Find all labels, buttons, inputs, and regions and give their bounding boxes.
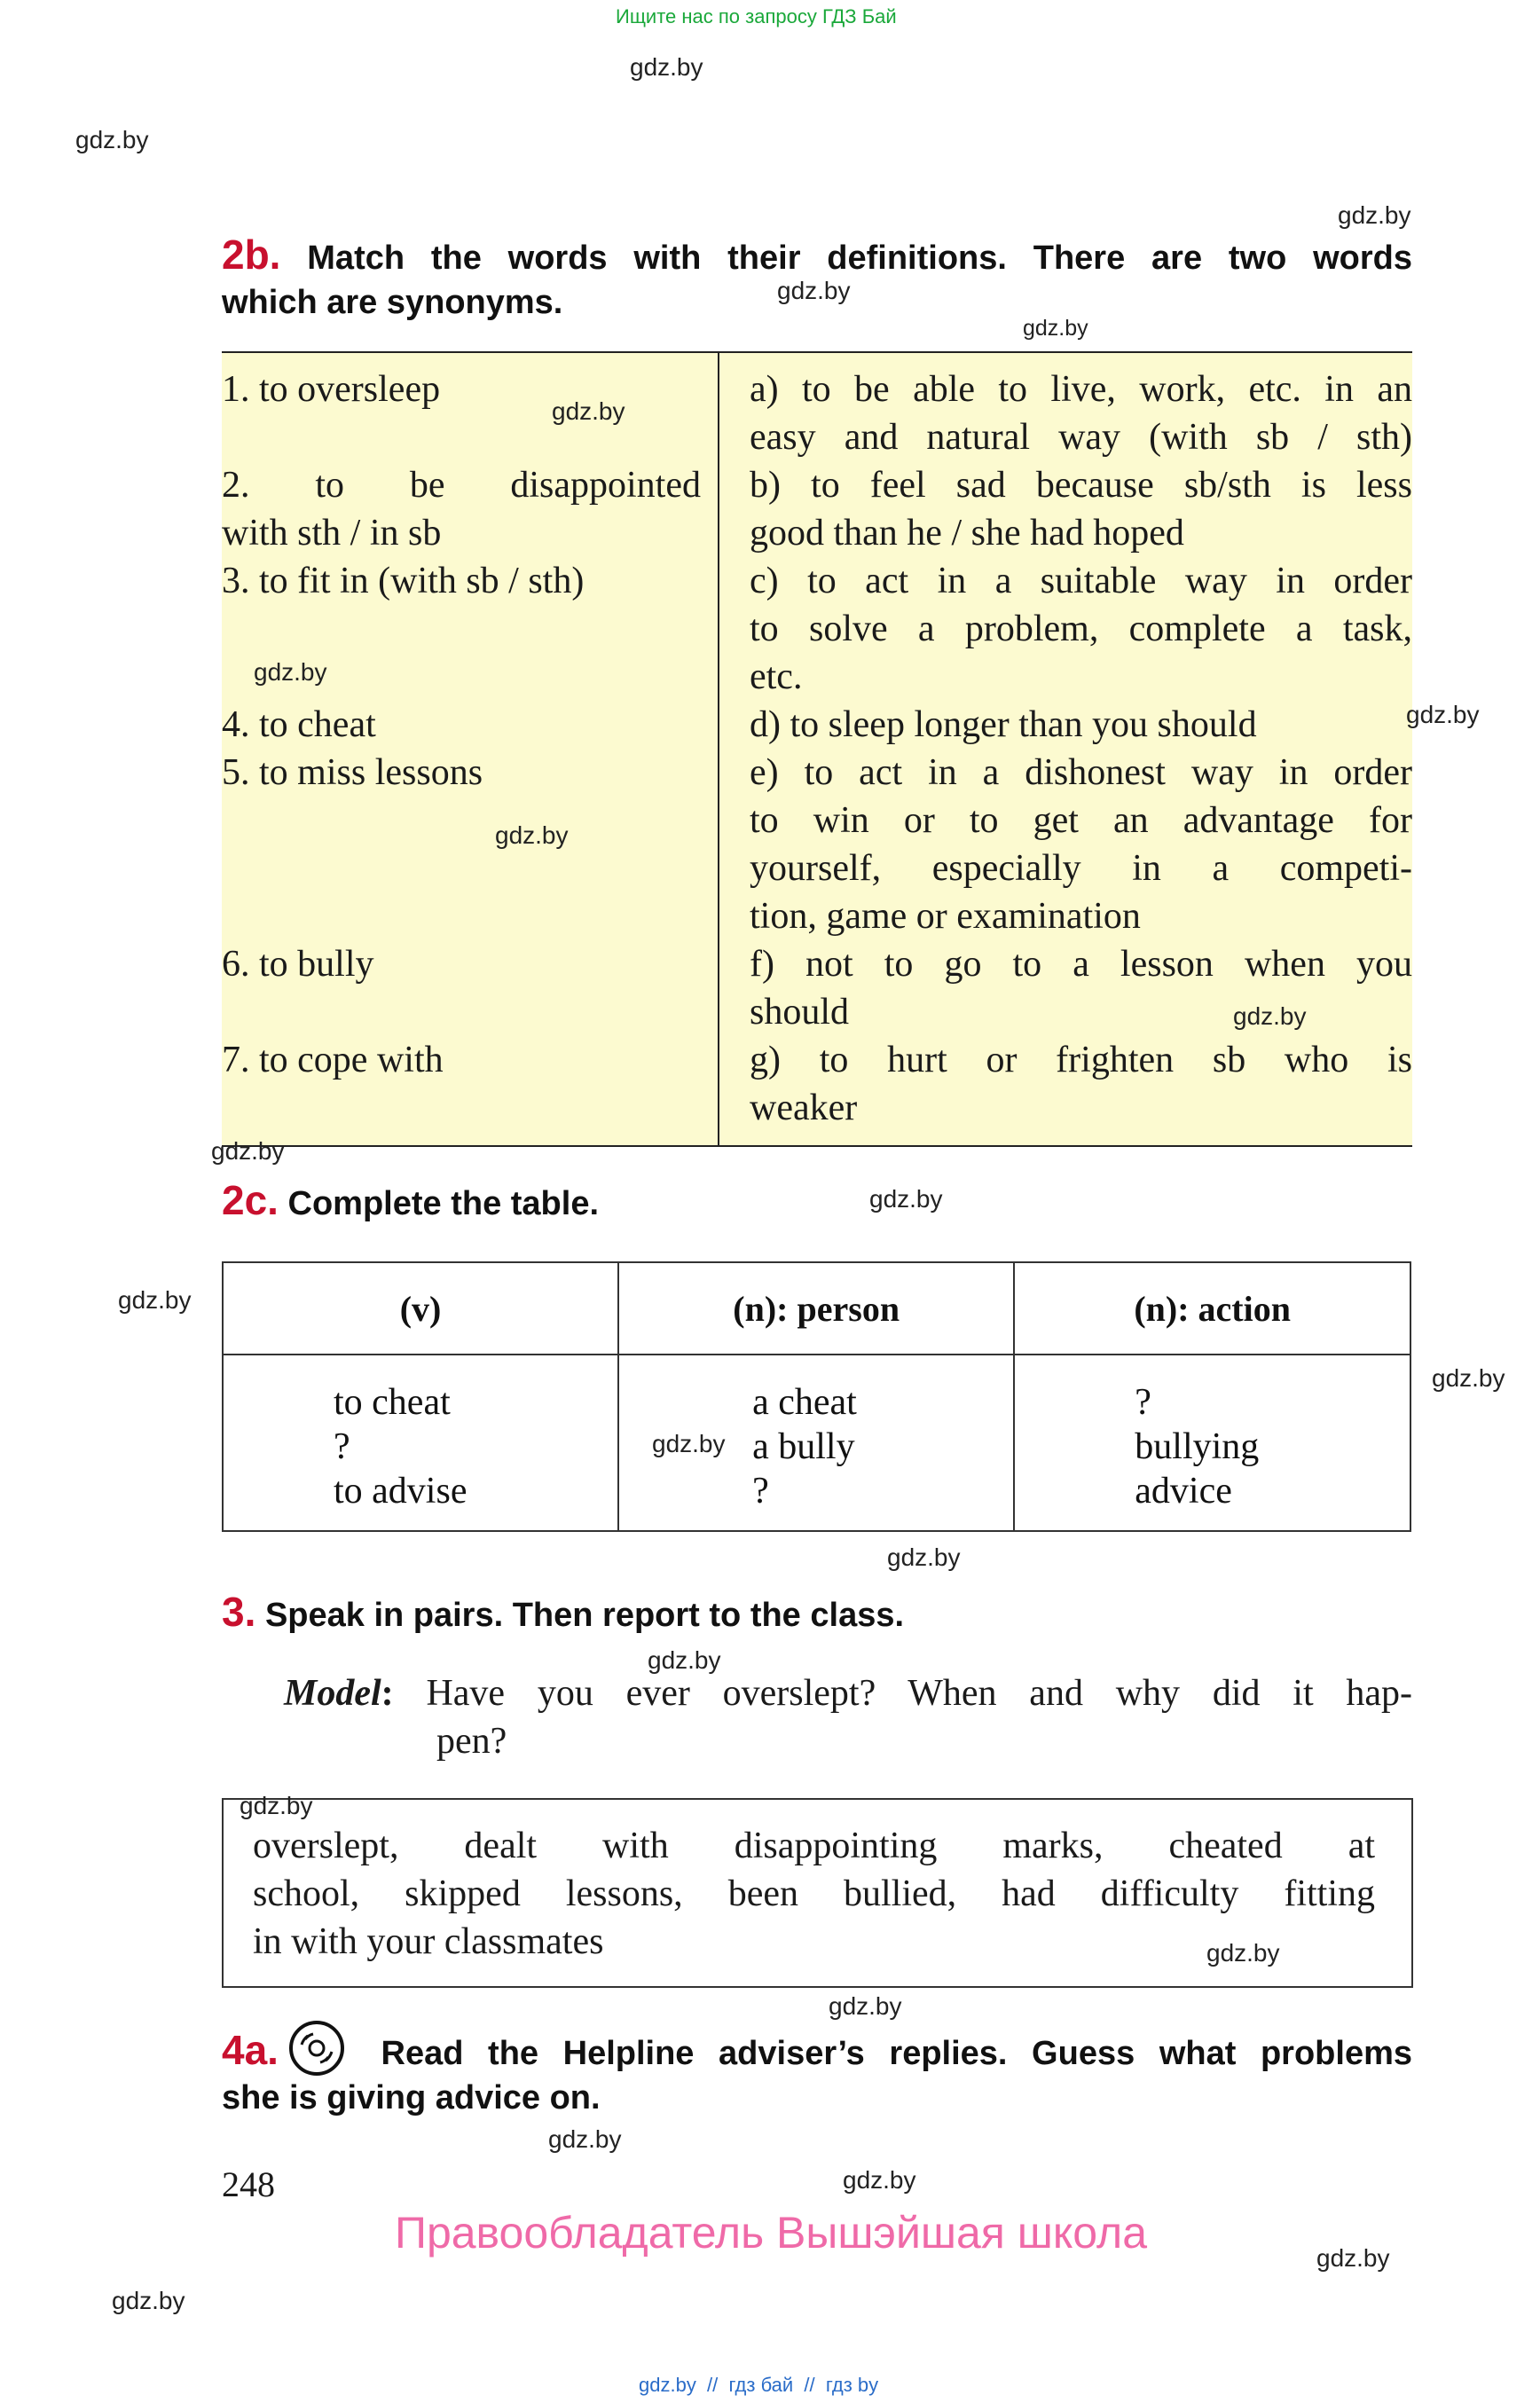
watermark: gdz.by <box>1338 201 1411 229</box>
watermark: gdz.by <box>1432 1364 1505 1392</box>
watermark: gdz.by <box>630 53 703 81</box>
definition-item: g) to hurt or frighten sb who is weaker <box>750 1040 1412 1128</box>
copyright-notice: Правообладатель Вышэйшая школа <box>395 2208 1147 2258</box>
model-example: Model: Have you ever overslept? When and why did it hap- pen? <box>284 1669 1412 1765</box>
watermark: gdz.by <box>112 2287 185 2314</box>
exercise-number: 4a. <box>222 2027 279 2073</box>
watermark: gdz.by <box>211 1137 285 1165</box>
definition-item: e) to act in a dishonest way in order to win or to get an advantage for yourself, especially in a competi- tion, game or examination <box>750 752 1412 937</box>
definition-item: b) to feel sad because sb/sth is less good than he / she had hoped <box>750 465 1412 554</box>
term-item: 6. to bully <box>222 944 374 985</box>
term-item: 7. to cope with <box>222 1040 444 1080</box>
exercise-3-heading <box>222 1590 904 1637</box>
exercise-title: Complete the table. <box>287 1185 600 1222</box>
model-text: Have you ever overslept? When and why did it hap- <box>426 1673 1413 1714</box>
exercise-4a-heading <box>222 2028 1412 2120</box>
complete-table <box>222 1261 1411 1532</box>
watermark: gdz.by <box>1316 2244 1390 2272</box>
watermark: gdz.by <box>887 1543 961 1571</box>
table-cell: to cheat ? to advise <box>223 1355 618 1531</box>
table-cell: a cheat a bully ? <box>618 1355 1014 1531</box>
definition-item: f) not to go to a lesson when you should <box>750 944 1412 1033</box>
definition-item: d) to sleep longer than you should <box>750 704 1257 745</box>
watermark: gdz.by <box>869 1185 943 1213</box>
watermark: gdz.by <box>254 658 327 686</box>
exercise-number: 2c. <box>222 1177 279 1223</box>
definition-item: c) to act in a suitable way in order to solve a problem, complete a task, etc. <box>750 561 1412 697</box>
word-box-text: overslept, dealt with disappointing marks, cheated at school, skipped lessons, been bullied, had difficulty fitting in with your classmates <box>253 1826 1375 1962</box>
exercise-title: she is giving advice on. <box>222 2079 601 2116</box>
term-item: 5. to miss lessons <box>222 752 483 793</box>
exercise-number: 3. <box>222 1589 256 1635</box>
cd-audio-icon <box>289 2021 344 2076</box>
term-item: 4. to cheat <box>222 704 376 745</box>
watermark: gdz.by <box>75 126 149 153</box>
watermark: gdz.by <box>552 397 625 425</box>
exercise-title: Match the words with their definitions. There are two words <box>307 240 1413 277</box>
watermark: gdz.by <box>1406 701 1480 728</box>
watermark: gdz.by <box>648 1646 721 1674</box>
watermark: gdz.by <box>1206 1939 1280 1967</box>
model-label: Model <box>284 1673 381 1714</box>
exercise-2c-heading <box>222 1178 599 1226</box>
watermark: gdz.by <box>240 1792 313 1819</box>
exercise-title: Speak in pairs. Then report to the class. <box>264 1597 905 1634</box>
exercise-title: which are synonyms. <box>222 284 563 321</box>
table-header: (n): person <box>618 1262 1014 1355</box>
exercise-title: Read the Helpline adviser’s replies. Guess what problems <box>381 2035 1412 2072</box>
term-item: 1. to oversleep <box>222 369 441 410</box>
watermark: gdz.by <box>829 1992 902 2020</box>
definition-item: a) to be able to live, work, etc. in an easy and natural way (with sb / sth) <box>750 369 1412 458</box>
page-number: 248 <box>222 2164 275 2204</box>
exercise-number: 2b. <box>222 232 281 278</box>
table-cell: ? bullying advice <box>1014 1355 1410 1531</box>
table-header: (n): action <box>1014 1262 1410 1355</box>
term-item: 3. to fit in (with sb / sth) <box>222 561 585 601</box>
watermark: gdz.by <box>1023 316 1088 341</box>
watermark: gdz.by <box>1233 1002 1307 1030</box>
top-banner[interactable]: Ищите нас по запросу ГДЗ Бай <box>616 5 897 27</box>
model-text: pen? <box>436 1721 507 1762</box>
watermark: gdz.by <box>495 821 569 849</box>
exercise-2b-heading <box>222 232 1412 325</box>
term-item: 2. to be disappointed with sth / in sb <box>222 465 701 554</box>
watermark: gdz.by <box>118 1286 192 1314</box>
watermark: gdz.by <box>548 2125 622 2153</box>
footer-links[interactable]: gdz.by // гдз бай // гдз by <box>639 2374 879 2396</box>
table-header: (v) <box>223 1262 618 1355</box>
table-divider <box>718 351 719 1145</box>
watermark: gdz.by <box>843 2166 916 2194</box>
watermark: gdz.by <box>652 1430 726 1457</box>
watermark: gdz.by <box>777 277 851 304</box>
